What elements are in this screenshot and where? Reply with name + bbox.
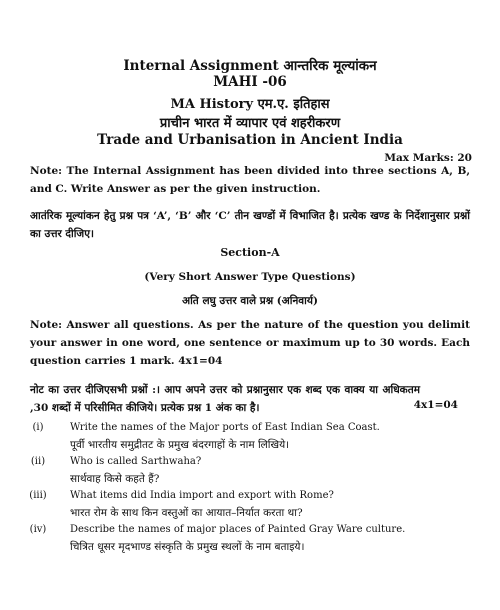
question-hindi: पूर्वी भारतीय समुद्रीतट के प्रमुख बंदरगाहों के नाम लिखिये। xyxy=(70,439,290,451)
assignment-title: Internal Assignment आन्तरिक मूल्यांकन xyxy=(123,58,377,74)
question-english: Who is called Sarthwaha? xyxy=(70,456,202,467)
question-hindi: भारत रोम के साथ किन वस्तुओं का आयात–निर्यात करता था? xyxy=(70,507,303,519)
question-number: (ii) xyxy=(30,456,46,467)
section-note-hindi: नोट का उत्तर दीजिएसभी प्रश्नों :। आप अपने उत्तर को प्रश्नानुसार एक शब्द एक वाक्य या अधिकतम ,30 शब्दों में परिसीमित कीजिये। प्रत्येक प्रश्न 1 अंक का है। xyxy=(30,384,420,414)
question-english: Describe the names of major places of Painted Gray Ware culture. xyxy=(70,524,406,535)
general-note-english: Note: The Internal Assignment has been divided into three sections A, B, and C. Write Answer as per the given instruction. xyxy=(30,165,470,195)
course-title-english: Trade and Urbanisation in Ancient India xyxy=(97,132,403,148)
question-hindi: चित्रित धूसर मृदभाण्ड संस्कृति के प्रमुख स्थलों के नाम बताइये। xyxy=(70,541,305,553)
question-english: Write the names of the Major ports of East Indian Sea Coast. xyxy=(70,422,380,433)
course-title-hindi: प्राचीन भारत में व्यापार एवं शहरीकरण xyxy=(159,116,341,131)
section-title: Section-A xyxy=(220,246,280,259)
question-hindi: सार्थवाह किसे कहते हैं? xyxy=(70,473,160,485)
question-number: (iv) xyxy=(29,524,47,535)
general-note-hindi: आतंरिक मूल्यांकन हेतु प्रश्न पत्र ‘A’, ‘B’ और ‘C’ तीन खण्डों में विभाजित है। प्रत्येक खण्ड के निर्देशानुसार प्रश्नों का उत्तर दीजिए। xyxy=(30,210,470,240)
section-subtitle: (Very Short Answer Type Questions) xyxy=(144,271,356,283)
question-number: (iii) xyxy=(29,490,47,501)
course-code: MAHI -06 xyxy=(213,74,287,90)
question-english: What items did India import and export with Rome? xyxy=(70,490,334,501)
section-note-english: Note: Answer all questions. As per the nature of the question you delimit your answer in one word, one sentence or maximum up to 30 words. Each question carries 1 mark. 4x1=04 xyxy=(30,319,470,367)
max-marks: Max Marks: 20 xyxy=(384,152,472,164)
section-subtitle-hindi: अति लघु उत्तर वाले प्रश्न (अनिवार्य) xyxy=(182,295,318,307)
programme-name: MA History एम.ए. इतिहास xyxy=(170,97,330,112)
section-note-marks: 4x1=04 xyxy=(413,399,458,411)
question-number: (i) xyxy=(32,422,44,433)
